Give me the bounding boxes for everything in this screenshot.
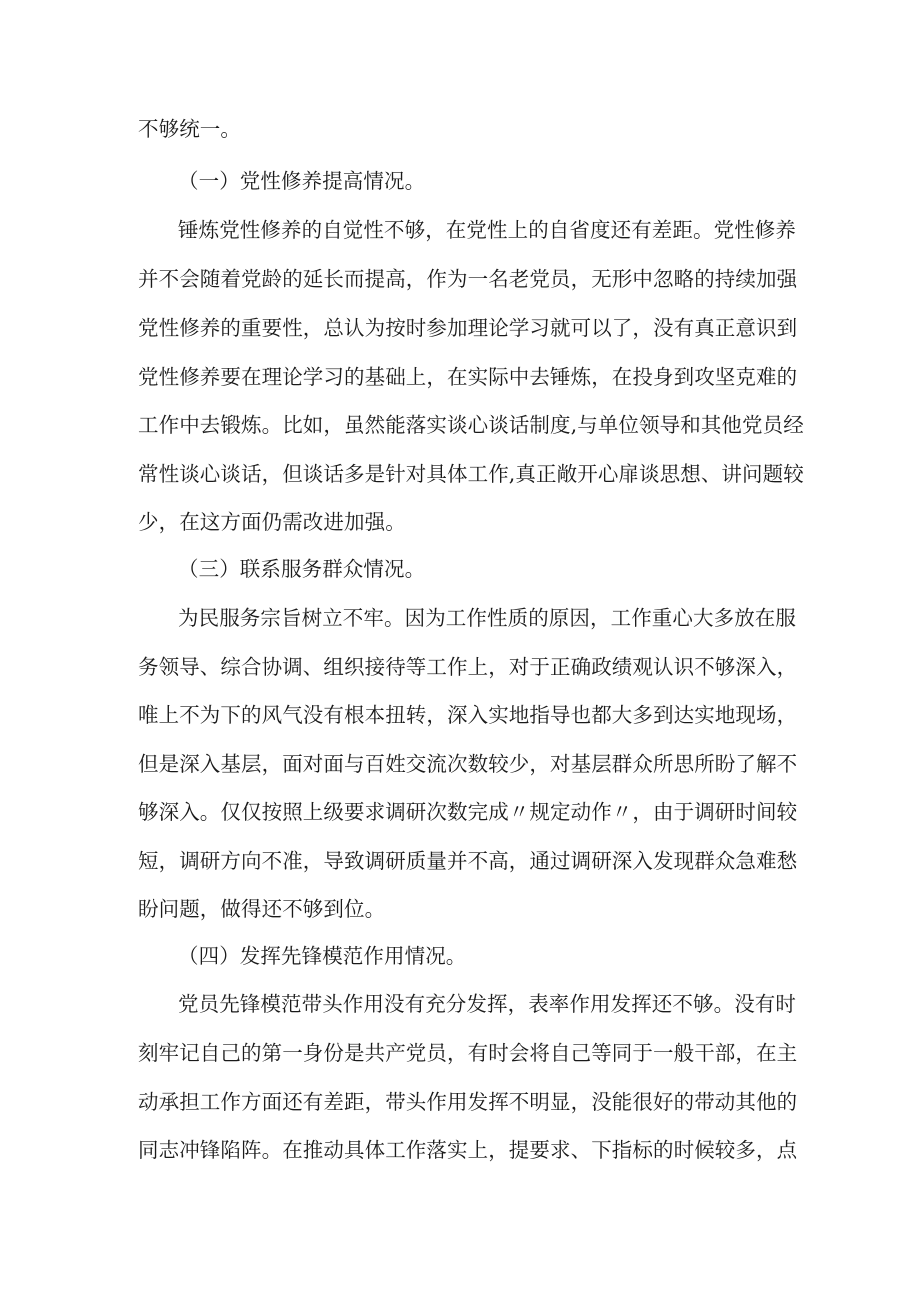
section-heading-3: （三）联系服务群众情况。: [178, 557, 426, 581]
paragraph-line: 少，在这方面仍需改进加强。: [138, 510, 406, 534]
paragraph-line: 常性谈心谈话，但谈话多是针对具体工作,真正敞开心扉谈思想、讲问题较: [138, 462, 804, 486]
paragraph-line: 刻牢记自己的第一身份是共产党员，有时会将自己等同于一般干部，在主: [138, 1041, 798, 1065]
paragraph-line: 党性修养要在理论学习的基础上，在实际中去锤炼，在投身到攻坚克难的: [138, 365, 798, 389]
paragraph-line: 短，调研方向不准，导致调研质量并不高，通过调研深入发现群众急难愁: [138, 849, 798, 873]
section-heading-4: （四）发挥先锋模范作用情况。: [178, 944, 467, 968]
paragraph-line: 党性修养的重要性，总认为按时参加理论学习就可以了，没有真正意识到: [138, 316, 798, 340]
paragraph-line: 同志冲锋陷阵。在推动具体工作落实上，提要求、下指标的时候较多，点: [138, 1138, 798, 1162]
paragraph-line: 工作中去锻炼。比如，虽然能落实谈心谈话制度,与单位领导和其他党员经: [138, 413, 804, 437]
paragraph-line: 动承担工作方面还有差距，带头作用发挥不明显，没能很好的带动其他的: [138, 1090, 798, 1114]
section-heading-1: （一）党性修养提高情况。: [178, 169, 426, 193]
paragraph-line: 党员先锋模范带头作用没有充分发挥，表率作用发挥还不够。没有时: [178, 992, 796, 1016]
paragraph-line: 不够统一。: [138, 117, 241, 141]
paragraph-line: 锤炼党性修养的自觉性不够，在党性上的自省度还有差距。党性修养: [178, 218, 796, 242]
paragraph-line: 够深入。仅仅按照上级要求调研次数完成〃规定动作〃，由于调研时间较: [138, 800, 798, 824]
paragraph-line: 并不会随着党龄的延长而提高，作为一名老党员，无形中忽略的持续加强: [138, 267, 798, 291]
paragraph-line: 务领导、综合协调、组织接待等工作上，对于正确政绩观认识不够深入，: [138, 655, 798, 679]
paragraph-line: 盼问题，做得还不够到位。: [138, 897, 386, 921]
paragraph-line: 唯上不为下的风气没有根本扭转，深入实地指导也都大多到达实地现场，: [138, 703, 798, 727]
paragraph-line: 但是深入基层，面对面与百姓交流次数较少，对基层群众所思所盼了解不: [138, 752, 798, 776]
paragraph-line: 为民服务宗旨树立不牢。因为工作性质的原因，工作重心大多放在服: [178, 606, 796, 630]
